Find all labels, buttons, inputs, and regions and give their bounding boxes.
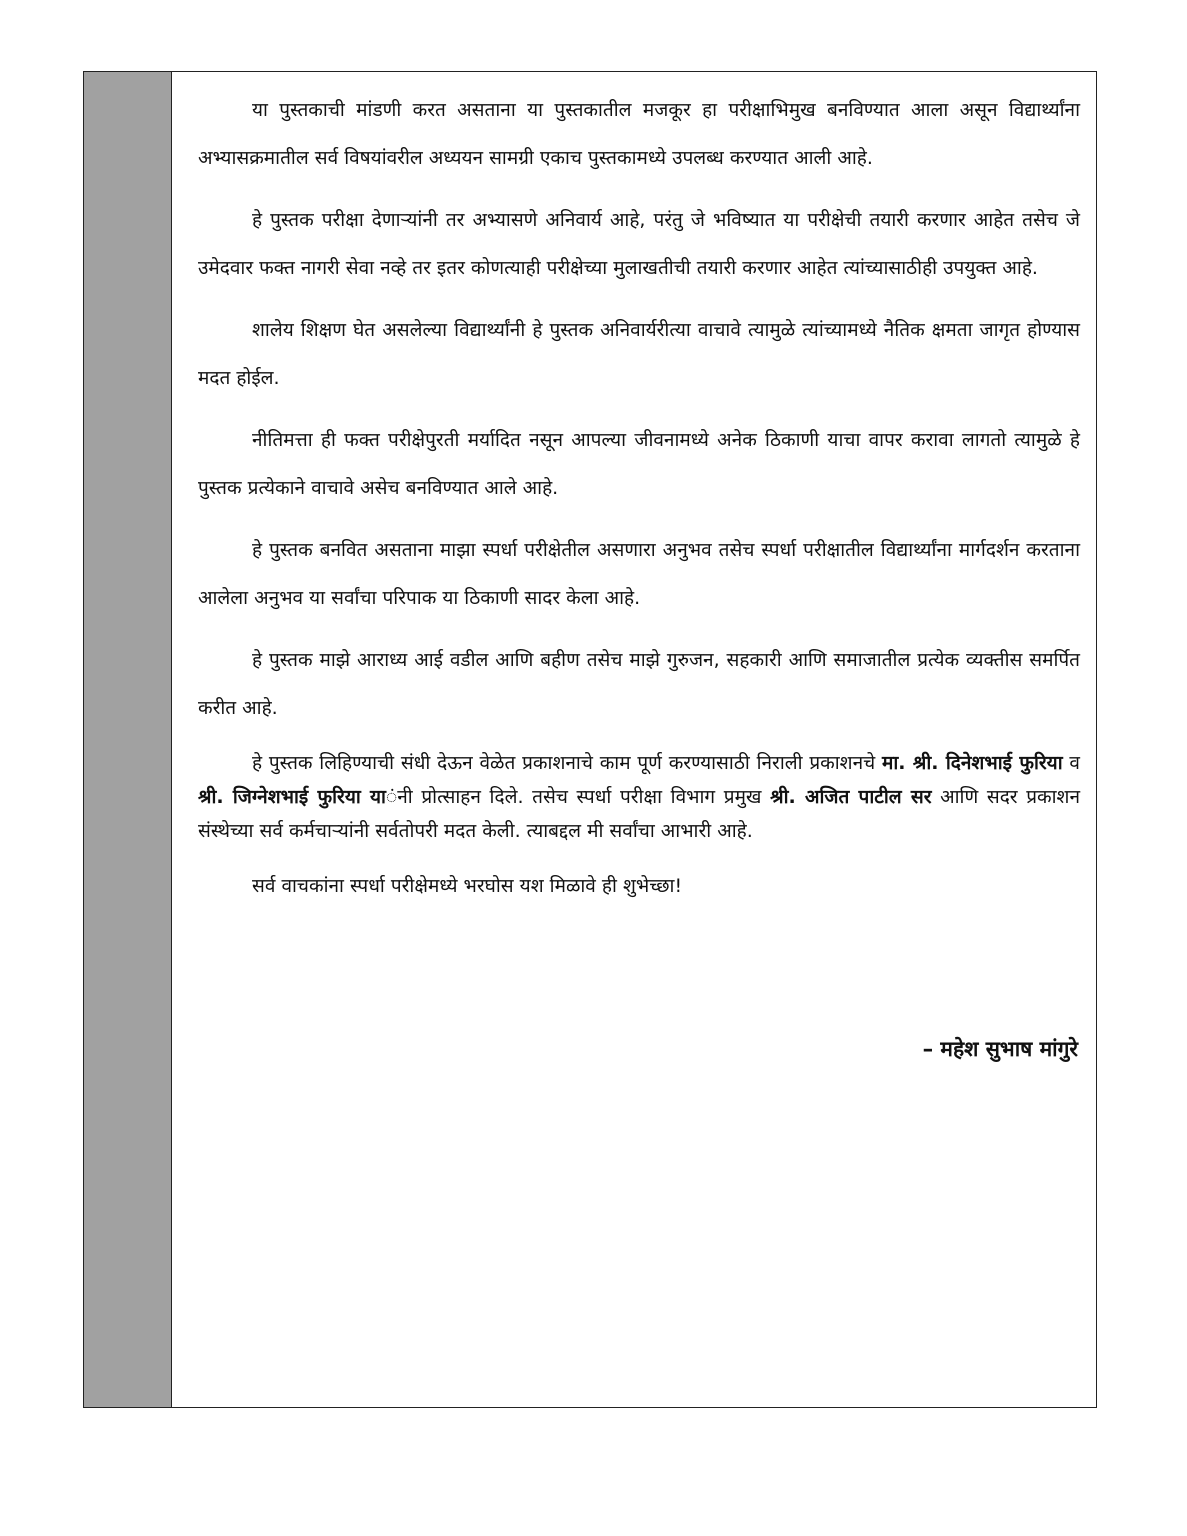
side-margin-strip xyxy=(84,72,172,1407)
paragraph-7-acknowledgements xyxy=(198,746,1080,848)
preface-body xyxy=(198,86,1080,924)
ack-outro: आणि सदर प्रकाशन संस्थेच्या सर्व कर्मचाऱ्यांनी सर्वतोपरी मदत केली. त्याबद्दल मी सर्वांचा आभारी आहे. xyxy=(198,786,1080,842)
ack-name-ajit-patil: श्री. अजित पाटील सर xyxy=(770,786,932,808)
paragraph-4: नीतिमत्ता ही फक्त परीक्षेपुरती मर्यादित नसून आपल्या जीवनामध्ये अनेक ठिकाणी याचा वापर करावा लागतो त्यामुळे हे पुस्तक प्रत्येकाने वाचावे असेच बनविण्यात आले आहे. xyxy=(198,429,1080,499)
ack-mid: ंनी प्रोत्साहन दिले. तसेच स्पर्धा परीक्षा विभाग प्रमुख xyxy=(385,786,771,808)
paragraph-2: हे पुस्तक परीक्षा देणाऱ्यांनी तर अभ्यासणे अनिवार्य आहे, परंतु जे भविष्यात या परीक्षेची तयारी करणार आहेत तसेच जे उमेदवार फक्त नागरी सेवा नव्हे तर इतर कोणत्याही परीक्षेच्या मुलाखतीची तयारी करणार आहेत त्यांच्यासाठीही उपयुक्त आहे. xyxy=(198,209,1080,279)
page-frame xyxy=(83,71,1097,1408)
author-signature: – महेश सुभाष मांगुरे xyxy=(922,1037,1078,1061)
ack-intro: हे पुस्तक लिहिण्याची संधी देऊन वेळेत प्रकाशनाचे काम पूर्ण करण्यासाठी निराली प्रकाशनचे xyxy=(252,752,883,774)
paragraph-3: शालेय शिक्षण घेत असलेल्या विद्यार्थ्यांनी हे पुस्तक अनिवार्यरीत्या वाचावे त्यामुळे त्यांच्यामध्ये नैतिक क्षमता जागृत होण्यास मदत होईल. xyxy=(198,319,1080,389)
ack-name-jigneshbhai: श्री. जिग्नेशभाई फुरिया या xyxy=(198,786,386,808)
paragraph-1: या पुस्तकाची मांडणी करत असताना या पुस्तकातील मजकूर हा परीक्षाभिमुख बनविण्यात आला असून विद्यार्थ्यांना अभ्यासक्रमातील सर्व विषयांवरील अध्ययन सामग्री एकाच पुस्तकामध्ये उपलब्ध करण्यात आली आहे. xyxy=(198,99,1080,169)
paragraph-5: हे पुस्तक बनवित असताना माझा स्पर्धा परीक्षेतील असणारा अनुभव तसेच स्पर्धा परीक्षातील विद्यार्थ्यांना मार्गदर्शन करताना आलेला अनुभव या सर्वांचा परिपाक या ठिकाणी सादर केला आहे. xyxy=(198,539,1080,609)
ack-name-dineshbhai: मा. श्री. दिनेशभाई फुरिया xyxy=(882,752,1063,774)
ack-join: व xyxy=(1062,752,1080,774)
paragraph-6: हे पुस्तक माझे आराध्य आई वडील आणि बहीण तसेच माझे गुरुजन, सहकारी आणि समाजातील प्रत्येक व्यक्तीस समर्पित करीत आहे. xyxy=(198,649,1080,719)
paragraph-8-wishes: सर्व वाचकांना स्पर्धा परीक्षेमध्ये भरघोस यश मिळावे ही शुभेच्छा! xyxy=(252,875,683,897)
